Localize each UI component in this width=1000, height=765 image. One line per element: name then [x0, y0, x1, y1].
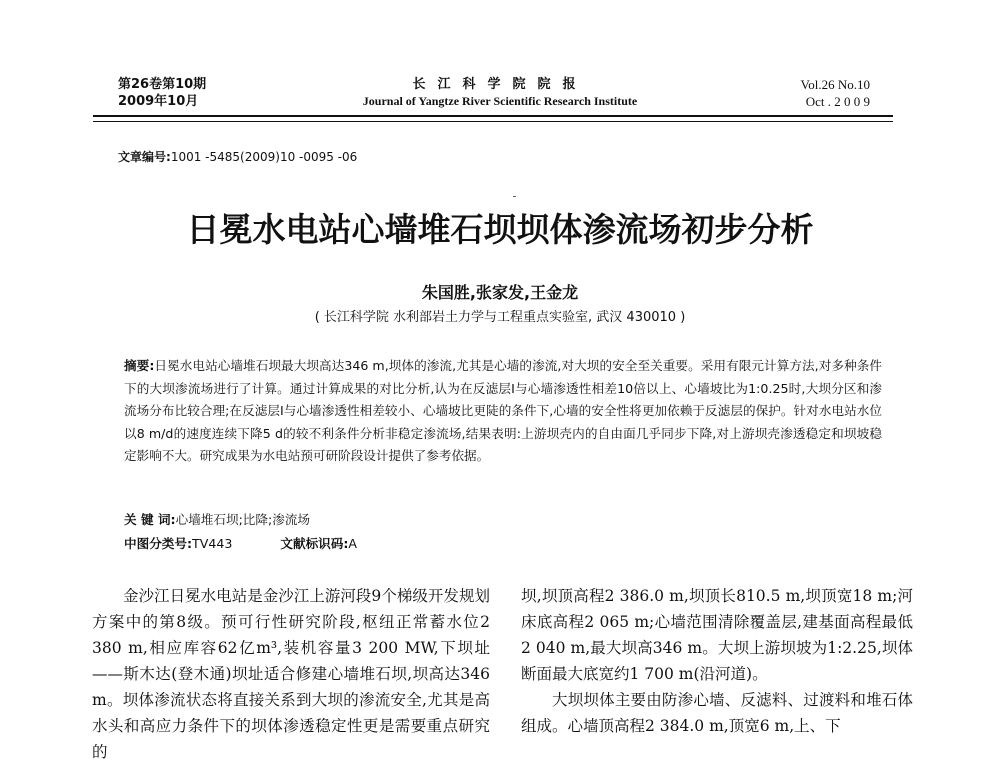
abstract-text: 日冕水电站心墙堆石坝最大坝高达346 m,坝体的渗流,尤其是心墙的渗流,对大坝的安全至关重要。采用有限元计算方法,对多种条件下的大坝渗流场进行了计算。通过计算成果的对比分析,认为在反滤层Ⅰ与心墙渗透性相差10倍以上、心墙坡比为1:0.25时,大坝分区和渗流场分布比较合理;在反滤层Ⅰ与心墙渗透性相差较小、心墙坡比更陡的条件下,心墙的安全性将更加依赖于反滤层的保护。针对水电站水位以8 m/d的速度连续下降5 d的较不利条件分析非稳定渗流场,结果表明:上游坝壳内的自由面几乎同步下降,对上游坝壳渗透稳定和坝坡稳定影响不大。研究成果为水电站预可研阶段设计提供了参考依据。 [124, 358, 882, 463]
article-number [118, 148, 357, 165]
abstract [124, 355, 882, 468]
issue-date: 2009年10月 [118, 94, 199, 109]
paper-title: 日冕水电站心墙堆石坝坝体渗流场初步分析 [186, 210, 814, 249]
header-rule-thick [93, 115, 893, 117]
article-number-value: 1001 -5485(2009)10 -0095 -06 [170, 150, 358, 164]
journal-name-cn: 长江科学院院报 [412, 77, 588, 92]
abstract-label: 摘要: [124, 358, 155, 373]
scan-speck [513, 196, 516, 197]
journal-volume-en [740, 76, 870, 110]
body-column-left [92, 583, 490, 765]
body-column-right [521, 583, 913, 739]
paper-authors: 朱国胜,张家发,王金龙 [421, 283, 579, 302]
article-number-label: 文章编号: [118, 150, 171, 164]
classification [124, 533, 357, 552]
volume-number-en: Vol.26 No.10 [800, 77, 870, 92]
author-affiliation: ( 长江科学院 水利部岩土力学与工程重点实验室, 武汉 430010 ) [314, 310, 686, 325]
doc-code-label: 文献标识码: [280, 536, 349, 551]
date-en: Oct . 2 0 0 9 [805, 94, 870, 109]
clc-label: 中图分类号: [124, 536, 193, 551]
body-paragraph: 坝,坝顶高程2 386.0 m,坝顶长810.5 m,坝顶宽18 m;河床底高程2 065 m;心墙范围清除覆盖层,建基面高程最低2 040 m,最大坝高346 m。大坝上游坝坡为1:2.25,坝体断面最大底宽约1 700 m(沿河道)。 [521, 587, 913, 683]
journal-name-en: Journal of Yangtze River Scientific Research Institute [362, 94, 638, 108]
header-rule-thin [93, 121, 893, 122]
body-paragraph: 金沙江日冕水电站是金沙江上游河段9个梯级开发规划方案中的第8级。预可行性研究阶段,枢纽正常蓄水位2 380 m,相应库容62亿m³,装机容量3 200 MW,下坝址——斯木达(登木通)坝址适合修建心墙堆石坝,坝高达346 m。坝体渗流状态将直接关系到大坝的渗流安全,尤其是高水头和高应力条件下的坝体渗透稳定性更是需要重点研究的 [92, 587, 490, 761]
doc-code-value: A [348, 536, 358, 551]
keywords-text: 心墙堆石坝;比降;渗流场 [175, 512, 311, 527]
clc-value: TV443 [192, 536, 233, 551]
volume-issue: 第26卷第10期 [118, 77, 207, 92]
keywords [124, 509, 310, 528]
keywords-label: 关 键 词: [124, 512, 176, 527]
body-paragraph: 大坝坝体主要由防渗心墙、反滤料、过渡料和堆石体组成。心墙顶高程2 384.0 m,顶宽6 m,上、下 [521, 691, 913, 735]
